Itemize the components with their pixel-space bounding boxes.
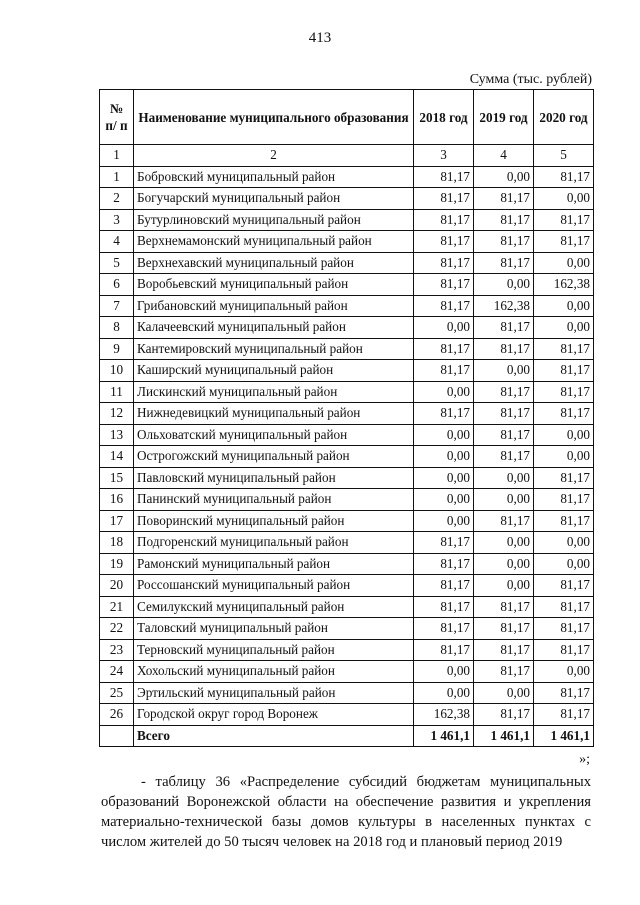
row-number: 4 bbox=[100, 231, 134, 253]
table-row bbox=[100, 166, 594, 188]
index-cell: 2 bbox=[134, 145, 414, 167]
table-row bbox=[100, 618, 594, 640]
value-2018: 81,17 bbox=[414, 252, 474, 274]
row-number: 6 bbox=[100, 274, 134, 296]
value-2020: 81,17 bbox=[534, 575, 594, 597]
value-2020: 0,00 bbox=[534, 424, 594, 446]
row-number: 8 bbox=[100, 317, 134, 339]
header-row bbox=[100, 90, 594, 145]
units-label: Сумма (тыс. рублей) bbox=[469, 72, 592, 87]
value-2019: 0,00 bbox=[474, 575, 534, 597]
value-2020: 0,00 bbox=[534, 446, 594, 468]
value-2020: 162,38 bbox=[534, 274, 594, 296]
municipality-name: Павловский муниципальный район bbox=[134, 467, 414, 489]
municipality-name: Богучарский муниципальный район bbox=[134, 188, 414, 210]
row-number: 22 bbox=[100, 618, 134, 640]
value-2018: 81,17 bbox=[414, 639, 474, 661]
row-number: 9 bbox=[100, 338, 134, 360]
value-2019: 81,17 bbox=[474, 424, 534, 446]
value-2018: 81,17 bbox=[414, 188, 474, 210]
value-2020: 81,17 bbox=[534, 338, 594, 360]
table-row bbox=[100, 532, 594, 554]
value-2019: 0,00 bbox=[474, 682, 534, 704]
value-2019: 0,00 bbox=[474, 489, 534, 511]
value-2018: 0,00 bbox=[414, 446, 474, 468]
municipality-name: Эртильский муниципальный район bbox=[134, 682, 414, 704]
value-2019: 0,00 bbox=[474, 274, 534, 296]
total-label: Всего bbox=[134, 725, 414, 747]
value-2019: 81,17 bbox=[474, 403, 534, 425]
table-row bbox=[100, 381, 594, 403]
header-2020: 2020 год bbox=[534, 90, 594, 145]
municipality-name: Таловский муниципальный район bbox=[134, 618, 414, 640]
value-2018: 81,17 bbox=[414, 274, 474, 296]
row-number: 10 bbox=[100, 360, 134, 382]
value-2019: 81,17 bbox=[474, 618, 534, 640]
municipality-name: Ольховатский муниципальный район bbox=[134, 424, 414, 446]
municipality-name: Калачеевский муниципальный район bbox=[134, 317, 414, 339]
value-2019: 0,00 bbox=[474, 532, 534, 554]
row-number: 2 bbox=[100, 188, 134, 210]
municipality-name: Острогожский муниципальный район bbox=[134, 446, 414, 468]
value-2019: 0,00 bbox=[474, 166, 534, 188]
value-2018: 81,17 bbox=[414, 360, 474, 382]
total-2019: 1 461,1 bbox=[474, 725, 534, 747]
value-2018: 0,00 bbox=[414, 682, 474, 704]
value-2020: 81,17 bbox=[534, 403, 594, 425]
municipality-name: Бобровский муниципальный район bbox=[134, 166, 414, 188]
index-cell: 1 bbox=[100, 145, 134, 167]
value-2020: 81,17 bbox=[534, 467, 594, 489]
row-number: 12 bbox=[100, 403, 134, 425]
table-row bbox=[100, 424, 594, 446]
row-number: 25 bbox=[100, 682, 134, 704]
value-2018: 0,00 bbox=[414, 424, 474, 446]
value-2020: 81,17 bbox=[534, 209, 594, 231]
value-2020: 81,17 bbox=[534, 510, 594, 532]
header-2018: 2018 год bbox=[414, 90, 474, 145]
row-number: 5 bbox=[100, 252, 134, 274]
value-2019: 81,17 bbox=[474, 639, 534, 661]
municipality-name: Кантемировский муниципальный район bbox=[134, 338, 414, 360]
table-row bbox=[100, 553, 594, 575]
value-2019: 162,38 bbox=[474, 295, 534, 317]
row-number: 16 bbox=[100, 489, 134, 511]
value-2019: 81,17 bbox=[474, 704, 534, 726]
value-2020: 81,17 bbox=[534, 489, 594, 511]
municipality-name: Панинский муниципальный район bbox=[134, 489, 414, 511]
table-row bbox=[100, 360, 594, 382]
municipality-name: Подгоренский муниципальный район bbox=[134, 532, 414, 554]
municipality-name: Нижнедевицкий муниципальный район bbox=[134, 403, 414, 425]
value-2019: 81,17 bbox=[474, 231, 534, 253]
value-2019: 81,17 bbox=[474, 252, 534, 274]
value-2020: 81,17 bbox=[534, 231, 594, 253]
table-row bbox=[100, 252, 594, 274]
value-2020: 0,00 bbox=[534, 252, 594, 274]
table-row bbox=[100, 467, 594, 489]
closing-quote-mark: »; bbox=[579, 752, 590, 767]
municipality-name: Рамонский муниципальный район bbox=[134, 553, 414, 575]
row-number: 14 bbox=[100, 446, 134, 468]
value-2019: 81,17 bbox=[474, 510, 534, 532]
value-2018: 0,00 bbox=[414, 489, 474, 511]
value-2020: 81,17 bbox=[534, 360, 594, 382]
municipality-name: Воробьевский муниципальный район bbox=[134, 274, 414, 296]
municipality-name: Поворинский муниципальный район bbox=[134, 510, 414, 532]
value-2018: 81,17 bbox=[414, 295, 474, 317]
table-row bbox=[100, 317, 594, 339]
row-number: 21 bbox=[100, 596, 134, 618]
row-number: 18 bbox=[100, 532, 134, 554]
value-2019: 81,17 bbox=[474, 317, 534, 339]
table-row bbox=[100, 403, 594, 425]
value-2018: 162,38 bbox=[414, 704, 474, 726]
row-number: 26 bbox=[100, 704, 134, 726]
header-name: Наименование муниципального образования bbox=[134, 90, 414, 145]
table-row bbox=[100, 188, 594, 210]
value-2018: 81,17 bbox=[414, 231, 474, 253]
value-2019: 0,00 bbox=[474, 360, 534, 382]
table-row bbox=[100, 231, 594, 253]
row-number: 1 bbox=[100, 166, 134, 188]
row-number: 23 bbox=[100, 639, 134, 661]
row-number: 3 bbox=[100, 209, 134, 231]
municipality-name: Россошанский муниципальный район bbox=[134, 575, 414, 597]
table-row bbox=[100, 596, 594, 618]
table-row bbox=[100, 274, 594, 296]
value-2019: 81,17 bbox=[474, 209, 534, 231]
body-paragraph: - таблицу 36 «Распределение субсидий бюджетам муниципальных образований Воронежской области на обеспечение развития и укрепления материально-технической базы домов культуры в населенных пунктах с числом жителей до 50 тысяч человек на 2018 год и плановый период 2019 bbox=[101, 774, 591, 850]
value-2018: 81,17 bbox=[414, 553, 474, 575]
index-cell: 3 bbox=[414, 145, 474, 167]
value-2018: 81,17 bbox=[414, 618, 474, 640]
value-2020: 0,00 bbox=[534, 317, 594, 339]
value-2020: 81,17 bbox=[534, 618, 594, 640]
municipality-name: Хохольский муниципальный район bbox=[134, 661, 414, 683]
value-2020: 81,17 bbox=[534, 596, 594, 618]
row-number: 13 bbox=[100, 424, 134, 446]
value-2018: 0,00 bbox=[414, 317, 474, 339]
index-cell: 5 bbox=[534, 145, 594, 167]
value-2020: 81,17 bbox=[534, 639, 594, 661]
value-2018: 0,00 bbox=[414, 510, 474, 532]
row-number: 24 bbox=[100, 661, 134, 683]
page-number: 413 bbox=[308, 30, 332, 46]
value-2018: 81,17 bbox=[414, 596, 474, 618]
value-2018: 81,17 bbox=[414, 575, 474, 597]
municipality-name: Бутурлиновский муниципальный район bbox=[134, 209, 414, 231]
value-2019: 81,17 bbox=[474, 596, 534, 618]
total-2018: 1 461,1 bbox=[414, 725, 474, 747]
row-number: 15 bbox=[100, 467, 134, 489]
value-2019: 81,17 bbox=[474, 446, 534, 468]
table-row bbox=[100, 639, 594, 661]
value-2019: 0,00 bbox=[474, 553, 534, 575]
value-2020: 0,00 bbox=[534, 532, 594, 554]
header-2019: 2019 год bbox=[474, 90, 534, 145]
table-row bbox=[100, 661, 594, 683]
table-row bbox=[100, 704, 594, 726]
table-row bbox=[100, 295, 594, 317]
value-2018: 81,17 bbox=[414, 209, 474, 231]
value-2019: 81,17 bbox=[474, 338, 534, 360]
value-2020: 0,00 bbox=[534, 553, 594, 575]
header-num: № п/ п bbox=[100, 90, 134, 145]
table-row bbox=[100, 510, 594, 532]
value-2019: 0,00 bbox=[474, 467, 534, 489]
municipality-name: Каширский муниципальный район bbox=[134, 360, 414, 382]
table-row bbox=[100, 489, 594, 511]
row-number: 7 bbox=[100, 295, 134, 317]
value-2018: 0,00 bbox=[414, 467, 474, 489]
index-cell: 4 bbox=[474, 145, 534, 167]
value-2018: 81,17 bbox=[414, 338, 474, 360]
municipality-name: Верхнехавский муниципальный район bbox=[134, 252, 414, 274]
municipality-name: Грибановский муниципальный район bbox=[134, 295, 414, 317]
row-number: 19 bbox=[100, 553, 134, 575]
municipality-name: Терновский муниципальный район bbox=[134, 639, 414, 661]
value-2020: 81,17 bbox=[534, 381, 594, 403]
value-2018: 0,00 bbox=[414, 381, 474, 403]
table-row bbox=[100, 575, 594, 597]
value-2018: 81,17 bbox=[414, 532, 474, 554]
value-2020: 81,17 bbox=[534, 704, 594, 726]
value-2020: 81,17 bbox=[534, 682, 594, 704]
subsidy-table bbox=[99, 89, 594, 747]
total-num-cell bbox=[100, 725, 134, 747]
value-2018: 81,17 bbox=[414, 403, 474, 425]
table-row bbox=[100, 209, 594, 231]
value-2018: 81,17 bbox=[414, 166, 474, 188]
value-2020: 0,00 bbox=[534, 188, 594, 210]
value-2018: 0,00 bbox=[414, 661, 474, 683]
table-row bbox=[100, 446, 594, 468]
value-2020: 81,17 bbox=[534, 166, 594, 188]
municipality-name: Лискинский муниципальный район bbox=[134, 381, 414, 403]
value-2019: 81,17 bbox=[474, 188, 534, 210]
value-2020: 0,00 bbox=[534, 661, 594, 683]
value-2019: 81,17 bbox=[474, 661, 534, 683]
row-number: 11 bbox=[100, 381, 134, 403]
municipality-name: Семилукский муниципальный район bbox=[134, 596, 414, 618]
total-2020: 1 461,1 bbox=[534, 725, 594, 747]
table-row bbox=[100, 338, 594, 360]
value-2020: 0,00 bbox=[534, 295, 594, 317]
value-2019: 81,17 bbox=[474, 381, 534, 403]
municipality-name: Верхнемамонский муниципальный район bbox=[134, 231, 414, 253]
row-number: 17 bbox=[100, 510, 134, 532]
total-row bbox=[100, 725, 594, 747]
row-number: 20 bbox=[100, 575, 134, 597]
municipality-name: Городской округ город Воронеж bbox=[134, 704, 414, 726]
table-row bbox=[100, 682, 594, 704]
column-index-row bbox=[100, 145, 594, 167]
